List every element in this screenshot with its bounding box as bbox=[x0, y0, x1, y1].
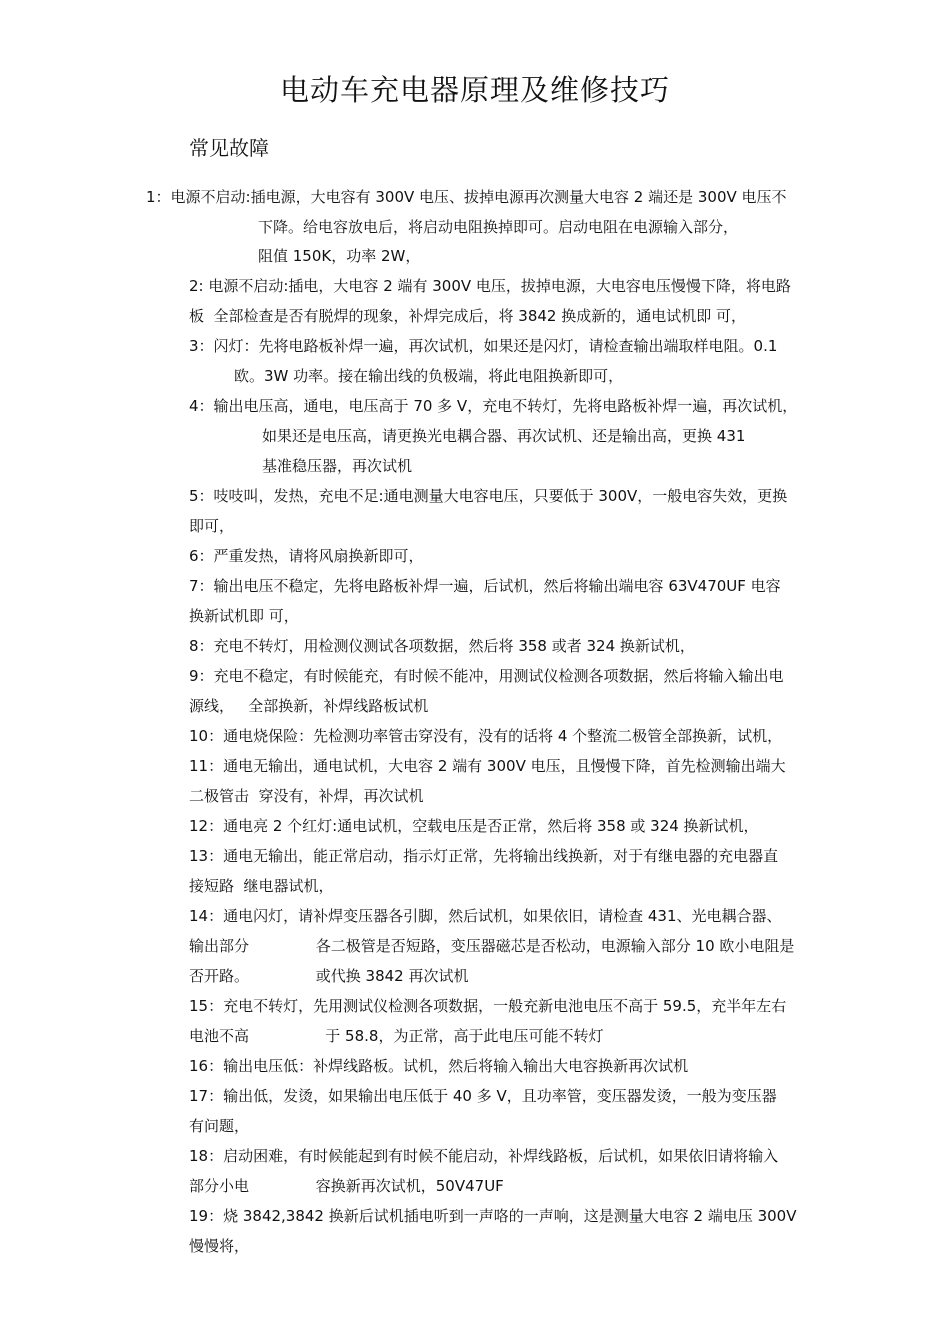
text-line: 部分小电 容换新再次试机，50V47UF bbox=[189, 1177, 504, 1195]
text-line: 14：通电闪灯，请补焊变压器各引脚，然后试机，如果依旧，请检查 431、光电耦合器、 bbox=[189, 907, 782, 925]
section-heading: 常见故障 bbox=[189, 136, 269, 160]
text-line: 阻值 150K，功率 2W， bbox=[258, 247, 421, 265]
page-title: 电动车充电器原理及维修技巧 bbox=[279, 73, 670, 107]
text-line: 5：吱吱叫，发热，充电不足:通电测量大电容电压，只要低于 300V，一般电容失效，更换 bbox=[189, 487, 788, 505]
text-line: 18：启动困难，有时候能起到有时候不能启动，补焊线路板，后试机，如果依旧请将输入 bbox=[189, 1147, 779, 1165]
text-line: 7：输出电压不稳定，先将电路板补焊一遍，后试机，然后将输出端电容 63V470UF 电容 bbox=[189, 577, 781, 595]
text-line: 接短路 继电器试机， bbox=[189, 877, 334, 895]
text-line: 输出部分 各二极管是否短路，变压器磁芯是否松动，电源输入部分 10 欧小电阻是 bbox=[189, 937, 795, 955]
text-line: 有问题， bbox=[189, 1117, 250, 1135]
text-line: 10：通电烧保险：先检测功率管击穿没有，没有的话将 4 个整流二极管全部换新，试机， bbox=[189, 727, 783, 745]
text-line: 基准稳压器，再次试机 bbox=[262, 457, 413, 475]
text-line: 16：输出电压低：补焊线路板。试机，然后将输入输出大电容换新再次试机 bbox=[189, 1057, 689, 1075]
text-line: 15：充电不转灯，先用测试仪检测各项数据，一般充新电池电压不高于 59.5，充半年左右 bbox=[189, 997, 787, 1015]
text-line: 12：通电亮 2 个红灯:通电试机，空载电压是否正常，然后将 358 或 324 换新试机， bbox=[189, 817, 759, 835]
text-line: 源线， 全部换新，补焊线路板试机 bbox=[189, 697, 429, 715]
text-line: 否开路。 或代换 3842 再次试机 bbox=[189, 967, 469, 985]
text-line: 6：严重发热，请将风扇换新即可， bbox=[189, 547, 424, 565]
text-line: 4：输出电压高，通电，电压高于 70 多 V，充电不转灯，先将电路板补焊一遍，再次试机， bbox=[189, 397, 798, 415]
text-line: 19：烧 3842,3842 换新后试机插电听到一声咯的一声响，这是测量大电容 2 端电压 300V bbox=[189, 1207, 797, 1225]
text-line: 11：通电无输出，通电试机，大电容 2 端有 300V 电压，且慢慢下降，首先检测输出端大 bbox=[189, 757, 786, 775]
text-line: 下降。给电容放电后，将启动电阻换掉即可。启动电阻在电源输入部分， bbox=[258, 218, 739, 236]
text-line: 二极管击 穿没有，补焊，再次试机 bbox=[189, 787, 424, 805]
text-line: 欧。3W 功率。接在输出线的负极端，将此电阻换新即可， bbox=[234, 367, 624, 385]
text-line: 电池不高 于 58.8，为正常，高于此电压可能不转灯 bbox=[189, 1027, 604, 1045]
text-line: 13：通电无输出，能正常启动，指示灯正常，先将输出线换新，对于有继电器的充电器直 bbox=[189, 847, 779, 865]
text-line: 慢慢将， bbox=[189, 1237, 250, 1255]
text-line: 如果还是电压高，请更换光电耦合器、再次试机、还是输出高，更换 431 bbox=[262, 427, 746, 445]
text-line: 17：输出低，发烫，如果输出电压低于 40 多 V，且功率管，变压器发烫，一般为变压器 bbox=[189, 1087, 777, 1105]
text-line: 即可， bbox=[189, 517, 235, 535]
text-line: 换新试机即 可， bbox=[189, 607, 299, 625]
text-line: 8：充电不转灯，用检测仪测试各项数据，然后将 358 或者 324 换新试机， bbox=[189, 637, 695, 655]
text-line: 2: 电源不启动:插电，大电容 2 端有 300V 电压，拔掉电源，大电容电压慢慢下降，将电路 bbox=[189, 277, 791, 295]
text-line: 3：闪灯：先将电路板补焊一遍，再次试机，如果还是闪灯，请检查输出端取样电阻。0.1 bbox=[189, 337, 778, 355]
text-line: 1：电源不启动:插电源，大电容有 300V 电压、拔掉电源再次测量大电容 2 端还是 300V 电压不 bbox=[146, 188, 787, 206]
text-line: 9：充电不稳定，有时候能充，有时候不能冲，用测试仪检测各项数据，然后将输入输出电 bbox=[189, 667, 784, 685]
text-line: 板 全部检查是否有脱焊的现象，补焊完成后，将 3842 换成新的，通电试机即 可， bbox=[189, 307, 747, 325]
